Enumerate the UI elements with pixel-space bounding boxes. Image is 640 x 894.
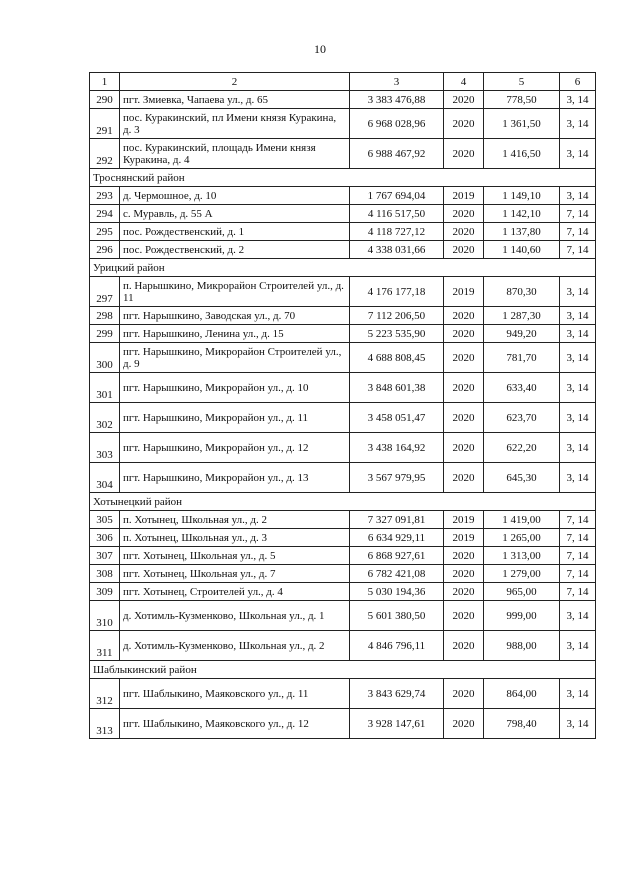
address-cell: пос. Рождественский, д. 1 (120, 223, 350, 241)
table-row (90, 529, 596, 547)
works-cell: 3, 14 (560, 109, 596, 139)
address-cell: пгт. Нарышкино, Микрорайон ул., д. 10 (120, 373, 350, 403)
year-cell: 2020 (444, 343, 484, 373)
address-cell: пгт. Нарышкино, Микрорайон Строителей ул., д. 9 (120, 343, 350, 373)
column-header-5: 5 (484, 73, 560, 91)
cost-cell: 3 567 979,95 (350, 463, 444, 493)
works-cell: 3, 14 (560, 709, 596, 739)
works-cell: 7, 14 (560, 565, 596, 583)
table-row (90, 631, 596, 661)
area-cell: 1 142,10 (484, 205, 560, 223)
table-row (90, 223, 596, 241)
column-header-3: 3 (350, 73, 444, 91)
cost-cell: 1 767 694,04 (350, 187, 444, 205)
year-cell: 2019 (444, 187, 484, 205)
works-cell: 3, 14 (560, 91, 596, 109)
works-cell: 7, 14 (560, 547, 596, 565)
row-number-cell: 309 (90, 583, 120, 601)
works-cell: 7, 14 (560, 205, 596, 223)
row-number-cell: 296 (90, 241, 120, 259)
works-cell: 7, 14 (560, 223, 596, 241)
works-cell: 3, 14 (560, 433, 596, 463)
table-row (90, 547, 596, 565)
area-cell: 633,40 (484, 373, 560, 403)
cost-cell: 6 988 467,92 (350, 139, 444, 169)
table-row (90, 325, 596, 343)
row-number-cell: 298 (90, 307, 120, 325)
works-cell: 7, 14 (560, 583, 596, 601)
address-cell: пгт. Нарышкино, Заводская ул., д. 70 (120, 307, 350, 325)
row-number-cell: 294 (90, 205, 120, 223)
year-cell: 2020 (444, 601, 484, 631)
table-row (90, 277, 596, 307)
table-row (90, 307, 596, 325)
area-cell: 1 265,00 (484, 529, 560, 547)
district-title: Шаблыкинский район (90, 661, 596, 679)
area-cell: 1 137,80 (484, 223, 560, 241)
row-number-cell: 290 (90, 91, 120, 109)
row-number-cell: 302 (90, 403, 120, 433)
area-cell: 870,30 (484, 277, 560, 307)
area-cell: 1 313,00 (484, 547, 560, 565)
table-row (90, 511, 596, 529)
year-cell: 2020 (444, 547, 484, 565)
address-cell: пос. Рождественский, д. 2 (120, 241, 350, 259)
row-number-cell: 291 (90, 109, 120, 139)
table-row (90, 241, 596, 259)
area-cell: 798,40 (484, 709, 560, 739)
area-cell: 1 149,10 (484, 187, 560, 205)
address-cell: пгт. Змиевка, Чапаева ул., д. 65 (120, 91, 350, 109)
table-row (90, 373, 596, 403)
area-cell: 1 287,30 (484, 307, 560, 325)
area-cell: 949,20 (484, 325, 560, 343)
table-row (90, 205, 596, 223)
address-cell: д. Хотимль-Кузменково, Школьная ул., д. 1 (120, 601, 350, 631)
cost-cell: 7 112 206,50 (350, 307, 444, 325)
cost-cell: 4 846 796,11 (350, 631, 444, 661)
works-cell: 3, 14 (560, 403, 596, 433)
table-row (90, 433, 596, 463)
row-number-cell: 293 (90, 187, 120, 205)
table-row (90, 187, 596, 205)
cost-cell: 4 688 808,45 (350, 343, 444, 373)
address-cell: п. Хотынец, Школьная ул., д. 3 (120, 529, 350, 547)
address-cell: д. Хотимль-Кузменково, Школьная ул., д. 2 (120, 631, 350, 661)
column-header-4: 4 (444, 73, 484, 91)
year-cell: 2019 (444, 277, 484, 307)
area-cell: 864,00 (484, 679, 560, 709)
area-cell: 645,30 (484, 463, 560, 493)
cost-cell: 5 601 380,50 (350, 601, 444, 631)
address-cell: д. Чермошное, д. 10 (120, 187, 350, 205)
table-row (90, 679, 596, 709)
row-number-cell: 301 (90, 373, 120, 403)
cost-cell: 3 928 147,61 (350, 709, 444, 739)
column-header-2: 2 (120, 73, 350, 91)
year-cell: 2019 (444, 529, 484, 547)
year-cell: 2019 (444, 511, 484, 529)
area-cell: 1 416,50 (484, 139, 560, 169)
cost-cell: 4 176 177,18 (350, 277, 444, 307)
address-cell: пос. Куракинский, пл Имени князя Куракина, д. 3 (120, 109, 350, 139)
column-header-1: 1 (90, 73, 120, 91)
table-row (90, 109, 596, 139)
cost-cell: 6 782 421,08 (350, 565, 444, 583)
works-cell: 3, 14 (560, 679, 596, 709)
address-cell: пгт. Хотынец, Школьная ул., д. 7 (120, 565, 350, 583)
district-section-row (90, 259, 596, 277)
area-cell: 1 140,60 (484, 241, 560, 259)
address-cell: пгт. Хотынец, Школьная ул., д. 5 (120, 547, 350, 565)
address-cell: пгт. Хотынец, Строителей ул., д. 4 (120, 583, 350, 601)
year-cell: 2020 (444, 373, 484, 403)
table-row (90, 601, 596, 631)
table-row (90, 709, 596, 739)
page-number: 10 (314, 42, 326, 56)
area-cell: 781,70 (484, 343, 560, 373)
area-cell: 1 361,50 (484, 109, 560, 139)
district-section-row (90, 661, 596, 679)
works-cell: 3, 14 (560, 187, 596, 205)
area-cell: 622,20 (484, 433, 560, 463)
cost-cell: 3 383 476,88 (350, 91, 444, 109)
works-cell: 3, 14 (560, 139, 596, 169)
year-cell: 2020 (444, 109, 484, 139)
year-cell: 2020 (444, 91, 484, 109)
address-cell: пгт. Нарышкино, Микрорайон ул., д. 12 (120, 433, 350, 463)
area-cell: 988,00 (484, 631, 560, 661)
works-cell: 3, 14 (560, 277, 596, 307)
address-cell: п. Хотынец, Школьная ул., д. 2 (120, 511, 350, 529)
table-row (90, 463, 596, 493)
year-cell: 2020 (444, 565, 484, 583)
year-cell: 2020 (444, 241, 484, 259)
works-cell: 3, 14 (560, 373, 596, 403)
district-section-row (90, 493, 596, 511)
address-cell: пгт. Нарышкино, Микрорайон ул., д. 13 (120, 463, 350, 493)
address-cell: пгт. Нарышкино, Ленина ул., д. 15 (120, 325, 350, 343)
row-number-cell: 303 (90, 433, 120, 463)
cost-cell: 6 634 929,11 (350, 529, 444, 547)
table-header-row (90, 73, 596, 91)
cost-cell: 6 968 028,96 (350, 109, 444, 139)
housing-repair-table (89, 72, 596, 739)
row-number-cell: 306 (90, 529, 120, 547)
row-number-cell: 297 (90, 277, 120, 307)
area-cell: 965,00 (484, 583, 560, 601)
row-number-cell: 313 (90, 709, 120, 739)
works-cell: 7, 14 (560, 511, 596, 529)
cost-cell: 7 327 091,81 (350, 511, 444, 529)
year-cell: 2020 (444, 709, 484, 739)
table-row (90, 403, 596, 433)
cost-cell: 4 116 517,50 (350, 205, 444, 223)
table-row (90, 139, 596, 169)
district-title: Хотынецкий район (90, 493, 596, 511)
works-cell: 3, 14 (560, 307, 596, 325)
cost-cell: 6 868 927,61 (350, 547, 444, 565)
row-number-cell: 304 (90, 463, 120, 493)
table-row (90, 343, 596, 373)
address-cell: пгт. Шаблыкино, Маяковского ул., д. 12 (120, 709, 350, 739)
table-row (90, 565, 596, 583)
year-cell: 2020 (444, 307, 484, 325)
table-row (90, 583, 596, 601)
cost-cell: 3 843 629,74 (350, 679, 444, 709)
works-cell: 3, 14 (560, 325, 596, 343)
cost-cell: 5 223 535,90 (350, 325, 444, 343)
area-cell: 778,50 (484, 91, 560, 109)
cost-cell: 3 458 051,47 (350, 403, 444, 433)
cost-cell: 4 338 031,66 (350, 241, 444, 259)
works-cell: 3, 14 (560, 601, 596, 631)
row-number-cell: 295 (90, 223, 120, 241)
cost-cell: 3 848 601,38 (350, 373, 444, 403)
district-section-row (90, 169, 596, 187)
cost-cell: 5 030 194,36 (350, 583, 444, 601)
year-cell: 2020 (444, 583, 484, 601)
row-number-cell: 305 (90, 511, 120, 529)
area-cell: 623,70 (484, 403, 560, 433)
row-number-cell: 307 (90, 547, 120, 565)
area-cell: 1 419,00 (484, 511, 560, 529)
row-number-cell: 310 (90, 601, 120, 631)
year-cell: 2020 (444, 403, 484, 433)
cost-cell: 4 118 727,12 (350, 223, 444, 241)
area-cell: 999,00 (484, 601, 560, 631)
address-cell: пгт. Нарышкино, Микрорайон ул., д. 11 (120, 403, 350, 433)
year-cell: 2020 (444, 679, 484, 709)
address-cell: с. Муравль, д. 55 А (120, 205, 350, 223)
year-cell: 2020 (444, 139, 484, 169)
year-cell: 2020 (444, 205, 484, 223)
table-row (90, 91, 596, 109)
year-cell: 2020 (444, 463, 484, 493)
district-title: Урицкий район (90, 259, 596, 277)
row-number-cell: 292 (90, 139, 120, 169)
address-cell: пгт. Шаблыкино, Маяковского ул., д. 11 (120, 679, 350, 709)
row-number-cell: 311 (90, 631, 120, 661)
year-cell: 2020 (444, 325, 484, 343)
row-number-cell: 312 (90, 679, 120, 709)
address-cell: пос. Куракинский, площадь Имени князя Куракина, д. 4 (120, 139, 350, 169)
works-cell: 7, 14 (560, 529, 596, 547)
column-header-6: 6 (560, 73, 596, 91)
cost-cell: 3 438 164,92 (350, 433, 444, 463)
year-cell: 2020 (444, 631, 484, 661)
works-cell: 7, 14 (560, 241, 596, 259)
table-body (90, 73, 596, 739)
address-cell: п. Нарышкино, Микрорайон Строителей ул., д. 11 (120, 277, 350, 307)
area-cell: 1 279,00 (484, 565, 560, 583)
works-cell: 3, 14 (560, 631, 596, 661)
works-cell: 3, 14 (560, 343, 596, 373)
row-number-cell: 308 (90, 565, 120, 583)
row-number-cell: 299 (90, 325, 120, 343)
year-cell: 2020 (444, 433, 484, 463)
works-cell: 3, 14 (560, 463, 596, 493)
row-number-cell: 300 (90, 343, 120, 373)
year-cell: 2020 (444, 223, 484, 241)
district-title: Троснянский район (90, 169, 596, 187)
